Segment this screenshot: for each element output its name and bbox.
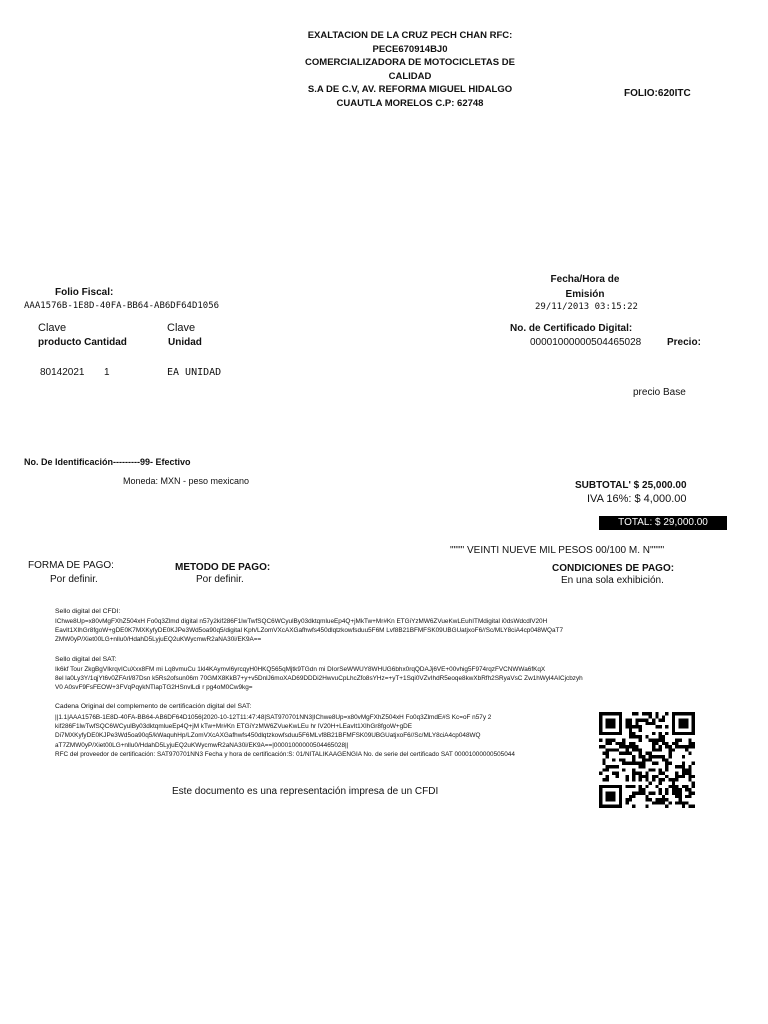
column-clave-unidad-top: Clave bbox=[167, 322, 196, 334]
item-unit: EA UNIDAD bbox=[167, 367, 222, 378]
chain-text: ||1.1|AAA1576B-1E8D-40FA-BB64-AB6DF64D1056|2020-10-12T11:47:48|SAT970701NN3|IChwe8Up=x80vMgFXhZ504xH Fo0q3ZlmdE#S Kc=oF n57y 2 kif286F1lwTwfSQC6WCyulBy03dktqmlueEp4Q+jM kTw+Mr#Kn ETGiYzMW6ZVueKwLEu hr lV20H+LEavIt1XIhGr8fgoW+gDE Di7MXKyfyDE0KJPe3Wd5oa90q5/kWaquhHp/LZomVXcAXGafhwfs450dlqtzkowfsduu5F6MLvf8B21BFMFSK09UBGUatjxoF6//Sc/MLY8ciA4cp048WQ aT7ZMW0yP/Xiet00LG+nllu0/HdahD5LyjuEQ2uKWycmwR2aNA30i/EK9A==|00001000000504465028|| bbox=[55, 714, 492, 749]
identification-line: No. De Identificación---------99- Efectivo bbox=[24, 457, 191, 467]
currency-line: Moneda: MXN - peso mexicano bbox=[123, 476, 250, 486]
folio-fiscal-uuid: AAA1576B-1E8D-40FA-BB64-AB6DF64D1056 bbox=[24, 301, 220, 311]
item-product-code: 80142021 bbox=[40, 367, 85, 378]
metodo-pago-value: Por definir. bbox=[196, 574, 244, 585]
column-precio: Precio: bbox=[667, 337, 701, 348]
issuer-line: CUAUTLA MORELOS C.P: 62748 bbox=[336, 97, 484, 109]
issuer-block bbox=[285, 29, 535, 111]
issuer-line: EXALTACION DE LA CRUZ PECH CHAN RFC: bbox=[307, 30, 513, 41]
qr-code-icon bbox=[599, 712, 695, 808]
forma-pago-label: FORMA DE PAGO: bbox=[28, 560, 114, 571]
emission-label bbox=[540, 272, 630, 302]
folio-number: FOLIO:620ITC bbox=[624, 88, 691, 99]
metodo-pago-label: METODO DE PAGO: bbox=[175, 562, 271, 573]
sat-seal-title: Sello digital del SAT: bbox=[55, 656, 117, 663]
folio-fiscal-label: Folio Fiscal: bbox=[55, 287, 114, 298]
cfdi-seal-text: IChwe8Up=x80vMgFXhZ504xH Fo0q3Zlmd digital n57y2kif286F1lwTwfSQC6WCyulBy03dktqmlueEp4Q+jMkTw+Mr#Kn ETGiYzMW6ZVueKwLEuhITMdigital i0dsWdcdlV20H EavIt1XIhGr8fgoW+gDE0K7MXKyfyDE0KJPe3Wd5oa90q5/digital Kph/LZomVXcAXGafhwfs450dlqtzkowfsduu5F6M Lvf8B21BFMFSK09UBGUatjxoF6//Sc/MLY8ciA4cp048WQaT7 ZMW0yP/Xiet00LG+nllu0/HdahD5LyjuEQ2uKWycmwR2aNA30i/EK9A== bbox=[55, 618, 563, 644]
issuer-line: COMERCIALIZADORA DE MOTOCICLETAS DE bbox=[305, 57, 515, 69]
item-price-base: precio Base bbox=[633, 387, 686, 398]
amount-in-words: """" VEINTI NUEVE MIL PESOS 00/100 M. N"""" bbox=[450, 545, 665, 556]
issuer-line: PECE670914BJ0 bbox=[372, 43, 448, 55]
column-producto-cantidad: producto Cantidad bbox=[38, 337, 127, 348]
item-quantity: 1 bbox=[104, 367, 110, 378]
rfc-provider-text: RFC del proveedor de certificación: SAT970701NN3 Fecha y hora de certificación:S: 01/NITALIKAAGENGIA No. de serie del certificado SAT 00001000000505044 bbox=[55, 751, 515, 758]
emission-label-line2: Emisión bbox=[565, 289, 605, 300]
emission-datetime: 29/11/2013 03:15:22 bbox=[535, 302, 638, 312]
cfdi-seal-title: Sello digital del CFDI: bbox=[55, 608, 121, 615]
issuer-line: S.A DE C.V, AV. REFORMA MIGUEL HIDALGO bbox=[307, 84, 513, 96]
forma-pago-value: Por definir. bbox=[50, 574, 98, 585]
condiciones-pago-label: CONDICIONES DE PAGO: bbox=[552, 563, 675, 574]
column-unidad: Unidad bbox=[168, 337, 202, 348]
column-clave-producto-top: Clave bbox=[38, 322, 67, 334]
condiciones-pago-value: En una sola exhibición. bbox=[561, 575, 664, 586]
total-amount: TOTAL: $ 29,000.00 bbox=[599, 516, 727, 530]
certificate-number: 00001000000504465028 bbox=[530, 337, 642, 348]
footer-note: Este documento es una representación impresa de un CFDI bbox=[172, 786, 439, 797]
chain-title: Cadena Original del complemento de certificación digital del SAT: bbox=[55, 703, 252, 710]
certificate-label: No. de Certificado Digital: bbox=[510, 323, 633, 334]
subtotal: SUBTOTAL' $ 25,000.00 bbox=[575, 480, 687, 491]
sat-seal-text: Ik6kf Tour ZkgBgVIkrqvICuXxx8FM mi Lq8vmuCu 1kl4KAymvl6yrcqyH0HKQ565qMjtk9TGdn mi DIorSeWWUY8WHUG6bhx0rqQDAJj6VE+00vhig5F974rqzFVCNWWa6fKqX 8el la0Ly3Y/1qjYt6v0ZFArl/87Dsn k5Rs2ofsun06m 70GMX8KkB7+y+v5DnlJ6moXAD69DDDi2HwvuCpLhcZfo8sYHz=+yT+1Sqi0VZvIhdR5eoqe8kwXbRfh2SRyaVsC Zw1hWyl4AICjcbzyh V0 A0svF9FsFEOW+3FVqPqykNTlapTG2HSnvlLdi r pg4oM0Cw9kg= bbox=[55, 666, 583, 692]
iva-amount: IVA 16%: $ 4,000.00 bbox=[587, 493, 687, 505]
issuer-line: CALIDAD bbox=[388, 70, 432, 82]
emission-label-line1: Fecha/Hora de bbox=[550, 274, 620, 285]
